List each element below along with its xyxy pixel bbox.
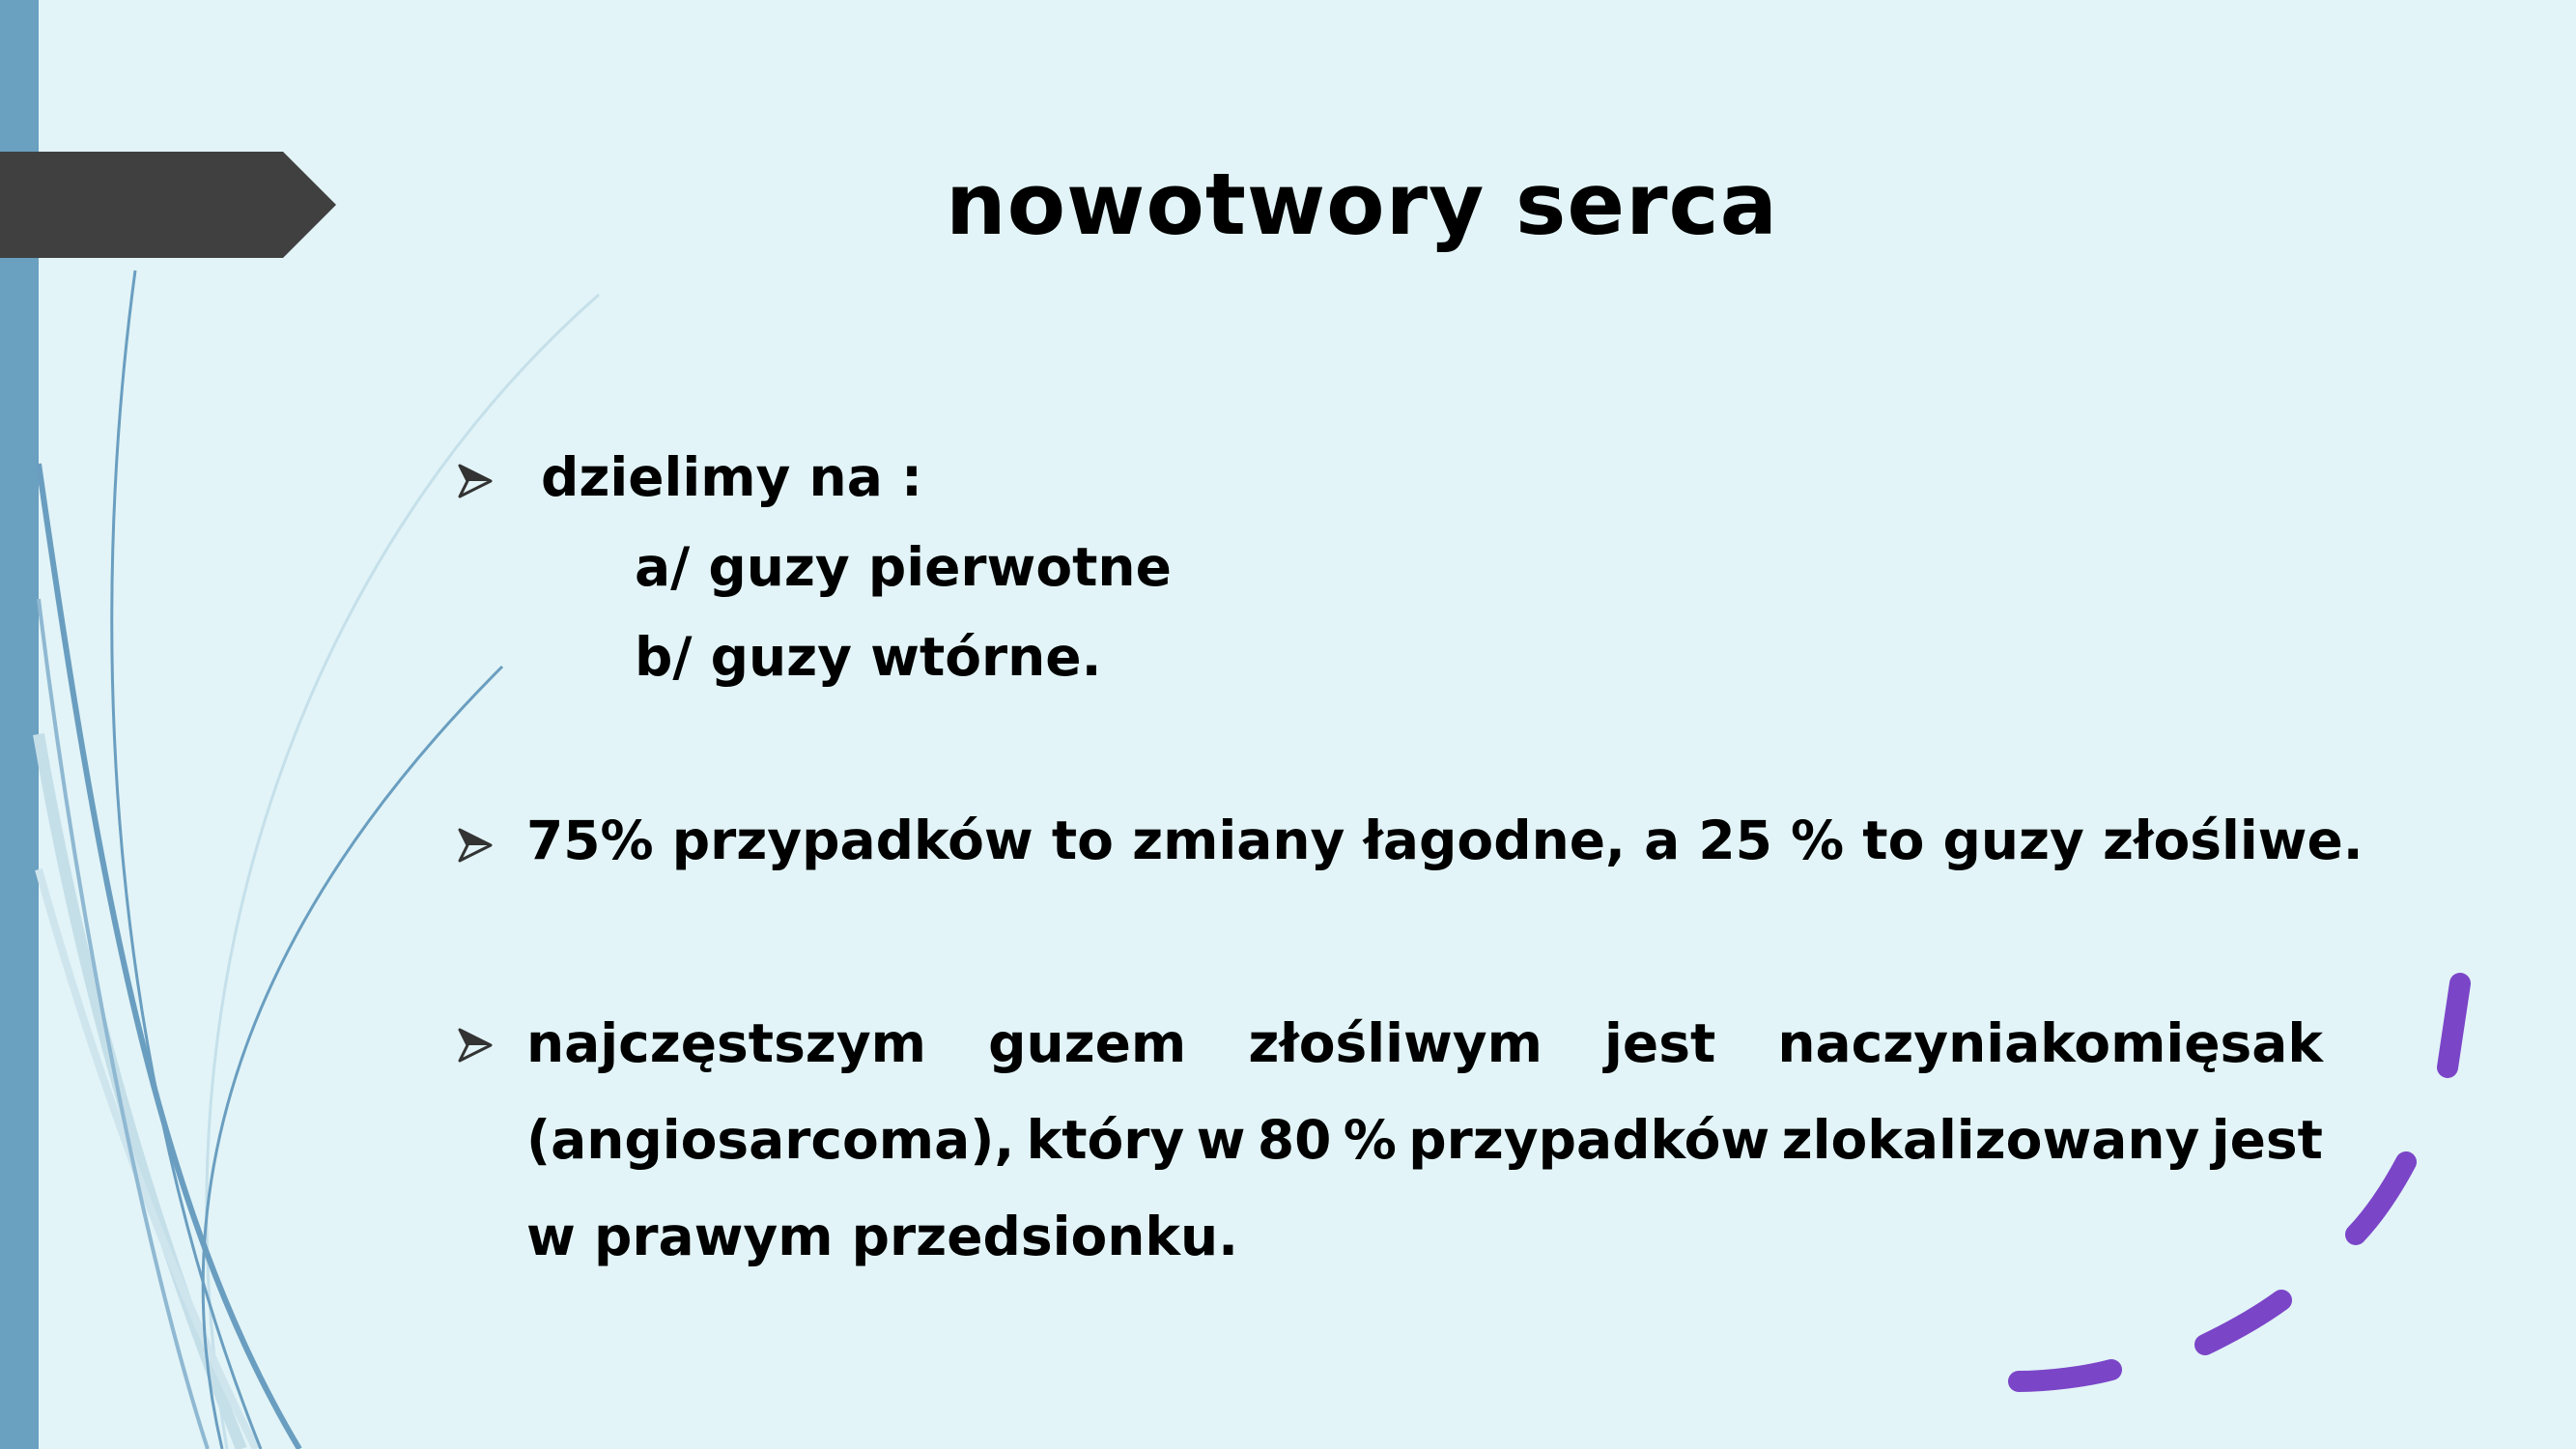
bullet-3-word: który [1026, 1109, 1185, 1171]
bullet-3-word: jest [1604, 1012, 1716, 1074]
slide-title: nowotwory serca [945, 155, 1779, 254]
bullet-3-word: w [1196, 1109, 1246, 1171]
bullet-3-word: % [1343, 1109, 1397, 1171]
arrowhead-bullet-icon [458, 1028, 493, 1063]
bullet-3-word: najczęstszym [526, 1012, 926, 1074]
arrowhead-bullet-icon [458, 464, 493, 498]
bullet-3-word: złośliwym [1248, 1012, 1543, 1074]
bullet-3-word: przypadków [1408, 1109, 1770, 1171]
bullet-3-word: jest [2211, 1109, 2323, 1171]
bullet-3-line-1 [526, 1012, 2323, 1074]
bullet-3-line-3: w prawym przedsionku. [526, 1206, 1239, 1267]
bullet-3-word: zlokalizowany [1781, 1109, 2200, 1171]
bullet-3-word: guzem [988, 1012, 1187, 1074]
bullet-3-line-2 [526, 1109, 2323, 1171]
bullet-1-sub-a: a/ guzy pierwotne [635, 536, 1172, 598]
bullet-2-text: 75% przypadków to zmiany łagodne, a 25 % to guzy złośliwe. [526, 810, 2364, 871]
bullet-3-word: naczyniakomięsak [1777, 1012, 2323, 1074]
arrowhead-bullet-icon [458, 828, 493, 863]
bullet-3-word: (angiosarcoma), [526, 1109, 1015, 1171]
bullet-3-word: 80 [1257, 1109, 1332, 1171]
bullet-1-lead: dzielimy na : [541, 446, 922, 508]
bullet-1-sub-b: b/ guzy wtórne. [635, 626, 1102, 688]
